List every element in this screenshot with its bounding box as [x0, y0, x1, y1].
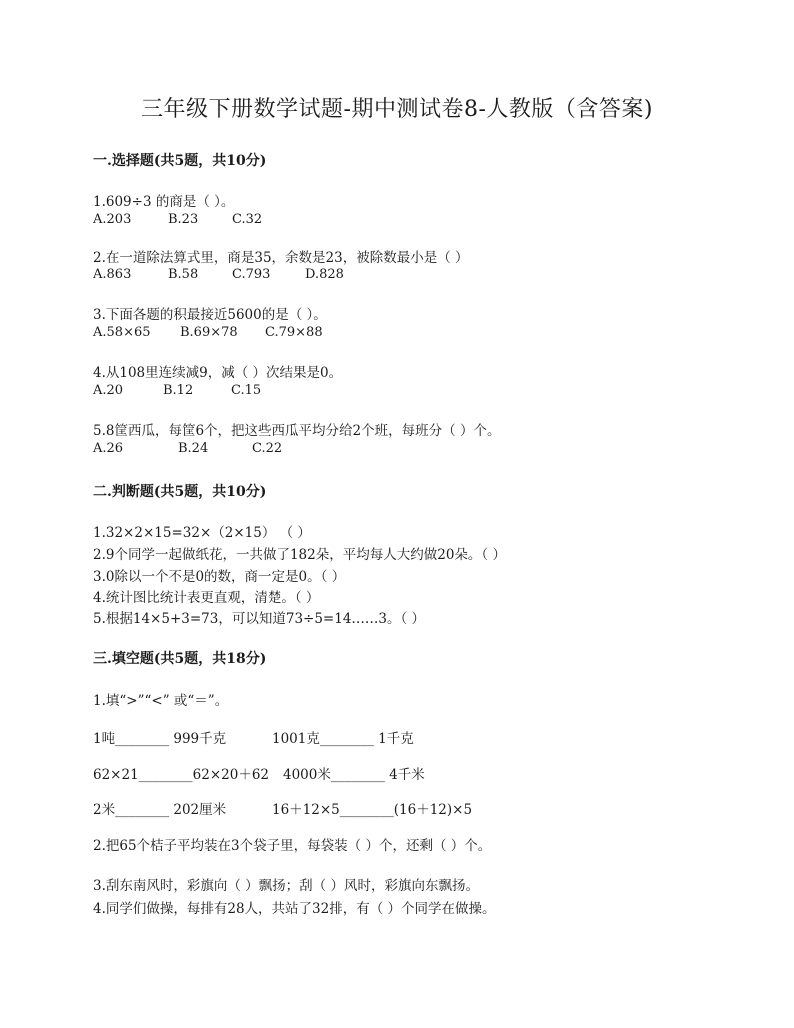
- option: C.22: [252, 441, 283, 456]
- option: B.69×78: [180, 325, 238, 340]
- question-text: 5.8筐西瓜，每筐6个，把这些西瓜平均分给2个班，每班分（ ）个。: [93, 423, 501, 439]
- question-text: 3.刮东南风时，彩旗向（ ）飘扬；刮（ ）风时，彩旗向东飘扬。: [93, 878, 479, 894]
- question-text: 4.同学们做操，每排有28人，共站了32排，有（ ）个同学在做操。: [93, 901, 496, 917]
- question-text: 3.0除以一个不是0的数，商一定是0。（ ）: [93, 569, 346, 585]
- compare-item: 4000米________ 4千米: [283, 767, 425, 783]
- question-text: 1.填“>”“<” 或“＝”。: [93, 693, 229, 709]
- option: C.793: [232, 267, 271, 282]
- option: A.58×65: [93, 325, 151, 340]
- option: B.24: [178, 441, 209, 456]
- question-text: 2.在一道除法算式里，商是35，余数是23，被除数最小是（ ）: [93, 250, 469, 266]
- option: C.15: [231, 383, 262, 398]
- question-text: 2.9个同学一起做纸花，一共做了182朵，平均每人大约做20朵。（ ）: [93, 547, 506, 563]
- option: A.20: [93, 383, 124, 398]
- question-text: 3.下面各题的积最接近5600的是（ ）。: [93, 307, 327, 323]
- question-text: 2.把65个桔子平均装在3个袋子里，每袋装（ ）个，还剩（ ）个。: [93, 838, 492, 854]
- section-heading-choice: 一.选择题(共5题，共10分): [93, 153, 267, 169]
- question-text: 4.从108里连续减9，减（ ）次结果是0。: [93, 365, 343, 381]
- option: D.828: [305, 267, 344, 282]
- question-text: 1.609÷3 的商是（ ）。: [93, 194, 235, 210]
- compare-item: 62×21________62×20＋62: [93, 767, 270, 783]
- option: B.23: [168, 212, 199, 227]
- option: C.79×88: [265, 325, 323, 340]
- question-text: 1.32×2×15=32×（2×15） （ ）: [93, 525, 311, 541]
- option: A.26: [93, 441, 124, 456]
- compare-item: 2米________ 202厘米: [93, 802, 227, 818]
- compare-item: 1吨________ 999千克: [93, 731, 227, 747]
- question-text: 4.统计图比统计表更直观，清楚。（ ）: [93, 590, 320, 606]
- section-heading-judgement: 二.判断题(共5题，共10分): [93, 484, 267, 500]
- option: B.58: [168, 267, 199, 282]
- section-heading-fill: 三.填空题(共5题，共18分): [93, 651, 267, 667]
- option: B.12: [163, 383, 194, 398]
- option: C.32: [232, 212, 263, 227]
- compare-item: 16＋12×5________(16＋12)×5: [272, 802, 473, 818]
- option: A.863: [93, 267, 132, 282]
- compare-item: 1001克________ 1千克: [272, 731, 414, 747]
- question-text: 5.根据14×5+3=73，可以知道73÷5=14……3。（ ）: [93, 611, 426, 627]
- page-title: 三年级下册数学试题-期中测试卷8-人教版（含答案): [141, 97, 653, 122]
- option: A.203: [93, 212, 132, 227]
